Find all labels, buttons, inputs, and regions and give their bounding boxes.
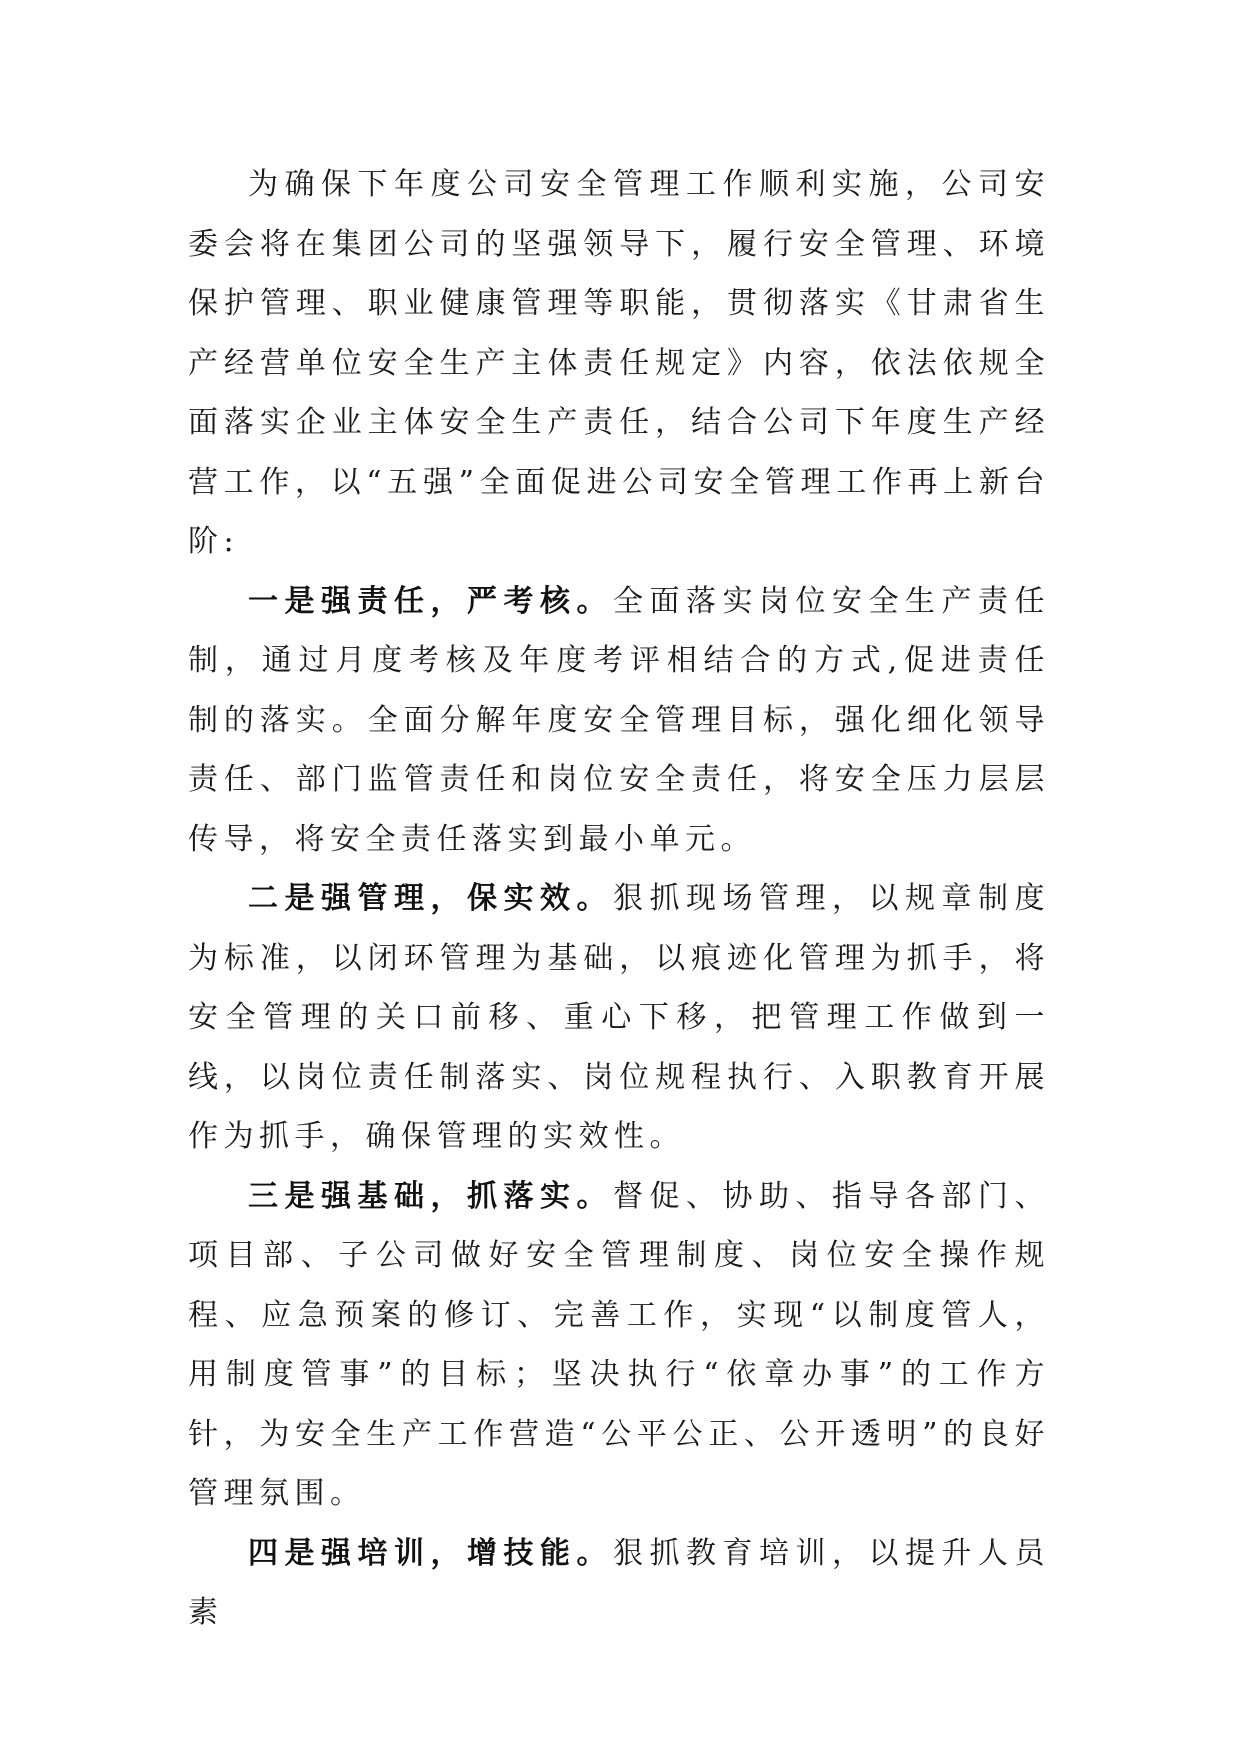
paragraph-training — [188, 1524, 1050, 1643]
paragraph-text: 督促、协助、指导各部门、项目部、子公司做好安全管理制度、岗位安全操作规程、应急预案的修订、完善工作，实现“以制度管人，用制度管事”的目标；坚决执行“依章办事”的工作方针，为安全生产工作营造“公平公正、公开透明”的良好管理氛围。 — [188, 1178, 1050, 1511]
paragraph-text: 狠抓教育培训，以提升人员素 — [188, 1535, 1050, 1630]
paragraph-text: 全面落实岗位安全生产责任制，通过月度考核及年度考评相结合的方式,促进责任制的落实。全面分解年度安全管理目标，强化细化领导责任、部门监管责任和岗位安全责任，将安全压力层层传导，将安全责任落实到最小单元。 — [188, 583, 1050, 857]
paragraph-responsibility — [188, 572, 1050, 870]
paragraph-lead: 三是强基础，抓落实。 — [248, 1178, 613, 1214]
paragraph-lead: 一是强责任，严考核。 — [248, 583, 613, 619]
paragraph-lead: 四是强培训，增技能。 — [248, 1535, 613, 1571]
paragraph-text: 为确保下年度公司安全管理工作顺利实施，公司安委会将在集团公司的坚强领导下，履行安全管理、环境保护管理、职业健康管理等职能，贯彻落实《甘肃省生产经营单位安全生产主体责任规定》内容，依法依规全面落实企业主体安全生产责任，结合公司下年度生产经营工作，以“五强”全面促进公司安全管理工作再上新台阶: — [188, 167, 1050, 559]
paragraph-lead: 二是强管理，保实效。 — [248, 881, 613, 916]
paragraph-text: 狠抓现场管理，以规章制度为标准，以闭环管理为基础，以痕迹化管理为抓手，将安全管理的关口前移、重心下移，把管理工作做到一线，以岗位责任制落实、岗位规程执行、入职教育开展作为抓手，确保管理的实效性。 — [188, 881, 1050, 1154]
paragraph-management — [188, 869, 1050, 1167]
document-body — [188, 155, 1050, 1643]
paragraph-foundation — [188, 1167, 1050, 1524]
paragraph-intro — [188, 155, 1050, 572]
